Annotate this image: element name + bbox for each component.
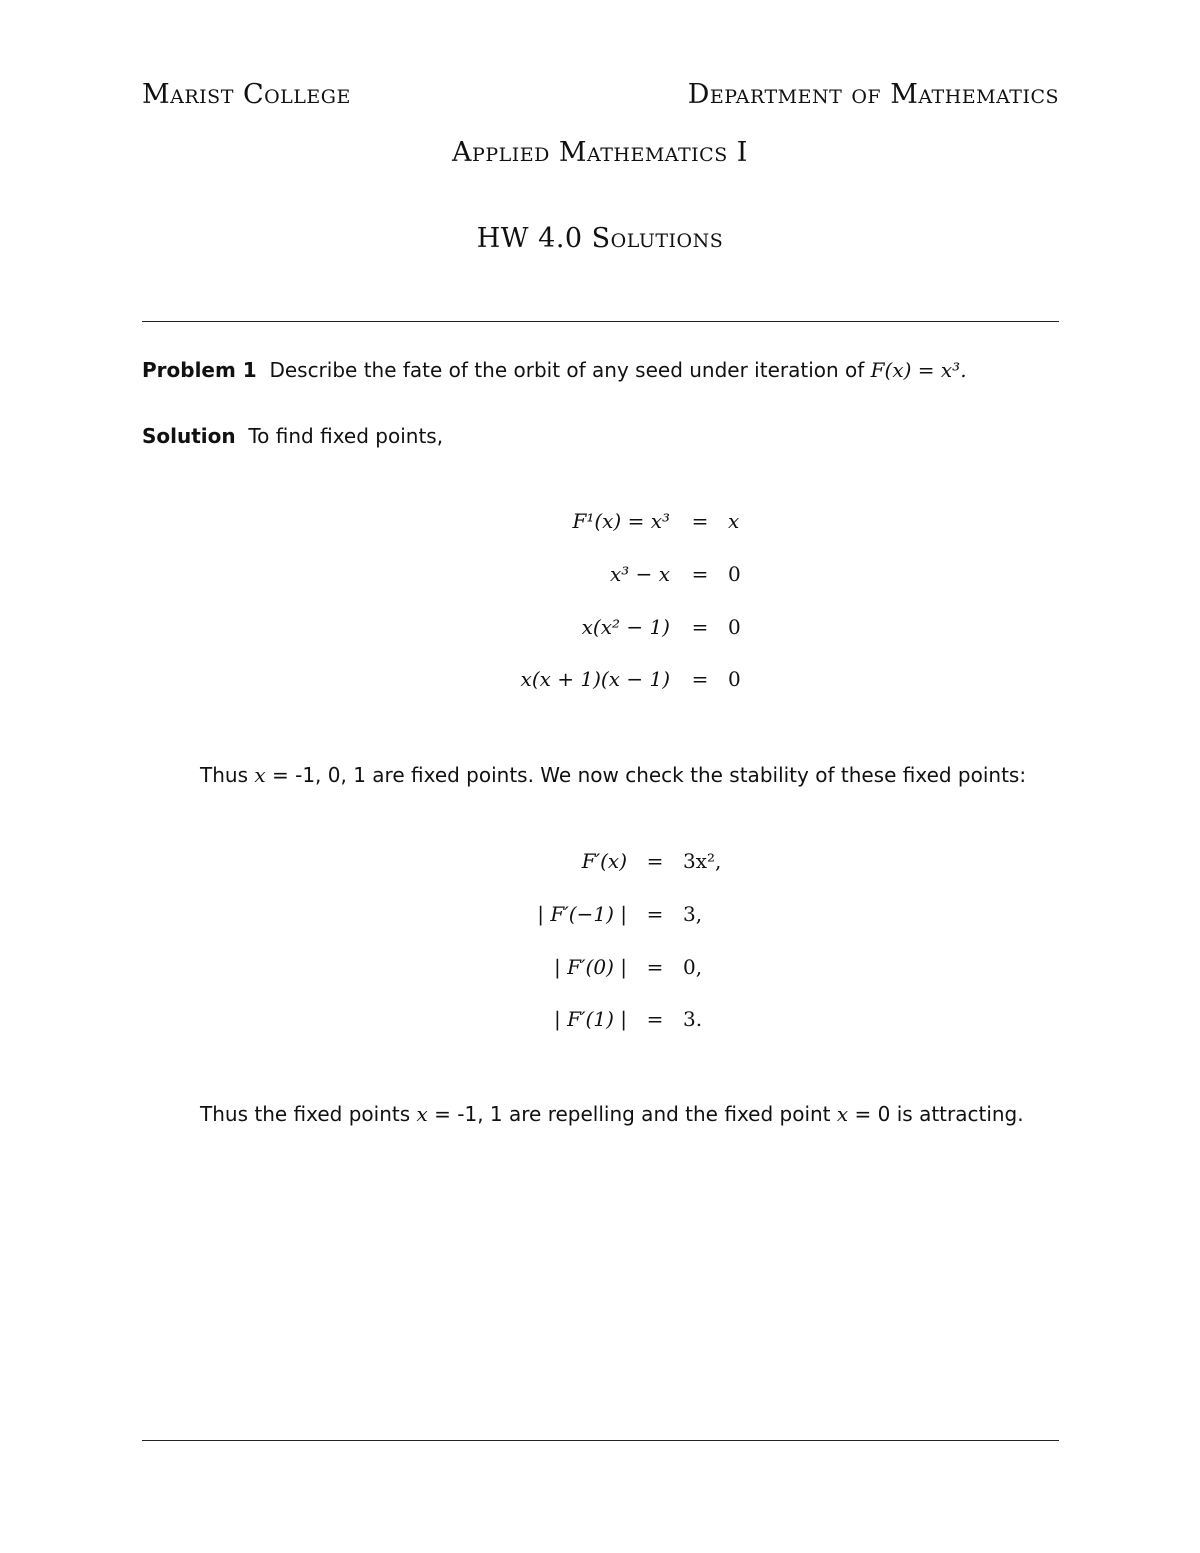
equation-lhs: x(x + 1)(x − 1) [520,667,670,691]
equation-operator: = [691,615,709,639]
equation-rhs: 3, [683,902,703,926]
equation-operator: = [691,667,709,691]
equation-rhs: 0 [728,615,741,639]
fixed-points-variable: x [254,763,266,787]
equation-rhs: 0 [728,667,741,691]
equation-row [0,900,1200,928]
conclusion-variable-1: x [416,1102,428,1126]
equation-lhs: | F′(0) | [554,955,627,979]
solution-text: To find fixed points, [248,424,444,448]
course-title: Applied Mathematics I [452,137,748,168]
fixed-points-before: Thus [200,763,248,787]
assignment-title [0,222,1200,256]
equation-operator: = [646,955,664,979]
solution-label: Solution [142,424,236,448]
equation-rhs: 3. [683,1007,703,1031]
equation-operator: = [691,509,709,533]
equation-row [0,665,1200,693]
equation-rhs: x [728,509,740,533]
bottom-divider [142,1440,1059,1441]
equation-operator: = [691,562,709,586]
institution-name: Marist College [142,79,351,110]
equation-rhs: 0, [683,955,703,979]
solution-intro [142,422,443,450]
fixed-points-statement [200,761,1026,789]
equation-lhs: F¹(x) = x³ [572,509,670,533]
assignment-title-text: HW 4.0 Solutions [476,223,724,254]
equation-lhs: F′(x) [581,849,627,873]
conclusion-part3: = 0 is attracting. [854,1102,1024,1126]
equation-row [0,1005,1200,1033]
equation-row [0,613,1200,641]
equation-row [0,847,1200,875]
equation-lhs: | F′(1) | [554,1007,627,1031]
problem-statement [142,356,967,384]
department-name: Department of Mathematics [687,79,1059,110]
equation-rhs: 3x², [683,849,722,873]
problem-label: Problem 1 [142,358,257,382]
equation-row [0,560,1200,588]
equation-operator: = [646,849,664,873]
conclusion-part1: Thus the fixed points [200,1102,411,1126]
conclusion-variable-2: x [836,1102,849,1126]
equation-row [0,953,1200,981]
equation-lhs: | F′(−1) | [537,902,627,926]
conclusion-statement [200,1100,1024,1128]
problem-function: F(x) = x³. [870,358,967,382]
problem-text: Describe the fate of the orbit of any seed under iteration of [269,358,865,382]
conclusion-part2: = -1, 1 are repelling and the fixed point [434,1102,831,1126]
equation-operator: = [646,1007,664,1031]
top-divider [142,321,1059,322]
fixed-points-after: = -1, 0, 1 are fixed points. We now check the stability of these fixed points: [272,763,1027,787]
equation-operator: = [646,902,664,926]
equation-lhs: x³ − x [609,562,670,586]
equation-rhs: 0 [728,562,741,586]
equation-row [0,507,1200,535]
equation-lhs: x(x² − 1) [581,615,670,639]
